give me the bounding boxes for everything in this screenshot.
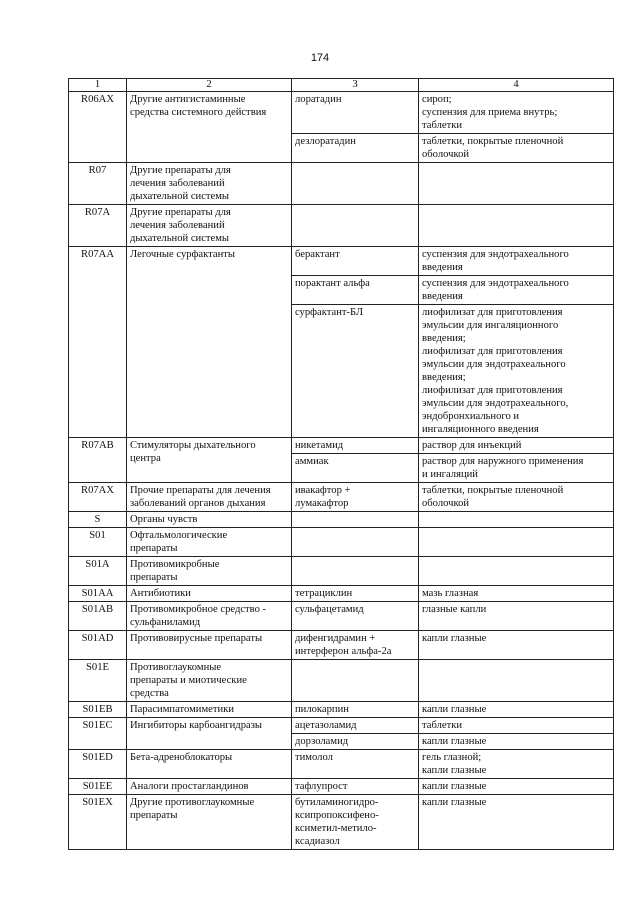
dosage-form-line: эмульсии для эндотрахеального [422,359,566,370]
group-name-cell [127,718,292,750]
drug-name-line: ксадиазол [295,836,340,847]
drug-name-cell [292,205,419,247]
dosage-form-cell [419,134,614,163]
drug-name-line: тетрациклин [295,588,353,599]
drug-name-cell [292,718,419,734]
column-header: 2 [127,79,292,92]
group-name-line: Антибиотики [130,588,191,599]
group-name-cell [127,205,292,247]
table-row [69,795,614,850]
atc-code-cell: S01AA [69,586,127,602]
dosage-form-line: и ингаляций [422,469,478,480]
drug-name-cell [292,779,419,795]
dosage-form-line: ингаляционного введения [422,424,539,435]
atc-code-cell: S01ED [69,750,127,779]
dosage-form-line: сироп; [422,94,452,105]
dosage-form-line: суспензия для эндотрахеального [422,249,569,260]
dosage-form-cell [419,602,614,631]
atc-code-cell: R07A [69,205,127,247]
drug-name-cell [292,276,419,305]
dosage-form-cell [419,557,614,586]
dosage-form-line: глазные капли [422,604,487,615]
drug-name-cell [292,586,419,602]
group-name-line: Другие противоглаукомные [130,797,255,808]
table-row [69,586,614,602]
group-name-line: Противоглаукомные [130,662,222,673]
drug-name-line: лумакафтор [295,498,349,509]
table-row [69,528,614,557]
atc-code-cell: S01EC [69,718,127,750]
dosage-form-line: введения; [422,333,466,344]
dosage-form-line: эмульсии для эндотрахеального, [422,398,569,409]
atc-code-cell: S01AD [69,631,127,660]
group-name-cell [127,512,292,528]
table-row [69,247,614,276]
drug-name-line: никетамид [295,440,344,451]
group-name-line: Другие антигистаминные [130,94,246,105]
dosage-form-cell [419,438,614,454]
dosage-form-line: эндобронхиального и [422,411,520,422]
group-name-line: препараты и миотические [130,675,247,686]
drug-name-line: тимолол [295,752,333,763]
dosage-form-cell [419,750,614,779]
dosage-form-line: суспензия для эндотрахеального [422,278,569,289]
table-row [69,702,614,718]
dosage-form-line: капли глазные [422,781,487,792]
table-row [69,92,614,134]
table-row [69,660,614,702]
drug-name-cell [292,92,419,134]
table-body [69,92,614,850]
group-name-line: Противомикробное средство - [130,604,267,615]
atc-code-cell: S01EB [69,702,127,718]
group-name-line: Легочные сурфактанты [130,249,235,260]
dosage-form-cell [419,779,614,795]
drug-name-cell [292,483,419,512]
drug-name-cell [292,134,419,163]
group-name-line: Прочие препараты для лечения [130,485,271,496]
dosage-form-line: суспензия для приема внутрь; [422,107,558,118]
dosage-form-line: таблетки [422,720,463,731]
table-row [69,483,614,512]
dosage-form-cell [419,163,614,205]
group-name-cell [127,631,292,660]
drug-name-line: аммиак [295,456,329,467]
dosage-form-line: введения [422,262,463,273]
column-header: 3 [292,79,419,92]
drug-name-line: ксиметил-метило- [295,823,377,834]
group-name-cell [127,247,292,438]
group-name-cell [127,528,292,557]
group-name-line: Противовирусные препараты [130,633,263,644]
drug-name-cell [292,795,419,850]
drug-name-cell [292,438,419,454]
group-name-line: центра [130,453,161,464]
table-row [69,512,614,528]
page-number: 174 [310,52,330,64]
column-header: 4 [419,79,614,92]
dosage-form-cell [419,702,614,718]
atc-code-cell: S01EX [69,795,127,850]
atc-code-cell: S01EE [69,779,127,795]
drug-name-line: дифенгидрамин + [295,633,376,644]
dosage-form-cell [419,483,614,512]
group-name-line: Органы чувств [130,514,198,525]
drug-name-line: порактант альфа [295,278,370,289]
drug-name-line: бутиламиногидро- [295,797,379,808]
group-name-cell [127,750,292,779]
dosage-form-cell [419,734,614,750]
dosage-form-cell [419,718,614,734]
dosage-form-line: капли глазные [422,704,487,715]
group-name-line: Парасимпатомиметики [130,704,235,715]
dosage-form-line: введения; [422,372,466,383]
table-row [69,718,614,734]
drug-name-line: ксипропоксифено- [295,810,379,821]
atc-code-cell: R06AX [69,92,127,163]
dosage-form-cell [419,660,614,702]
group-name-line: дыхательной системы [130,233,230,244]
drug-name-cell [292,734,419,750]
dosage-form-line: раствор для инъекций [422,440,522,451]
dosage-form-line: лиофилизат для приготовления [422,385,563,396]
group-name-cell [127,586,292,602]
dosage-form-line: капли глазные [422,797,487,808]
drug-name-cell [292,163,419,205]
dosage-form-cell [419,631,614,660]
group-name-line: Бета-адреноблокаторы [130,752,233,763]
dosage-form-cell [419,454,614,483]
dosage-form-line: введения [422,291,463,302]
drug-name-line: лоратадин [295,94,342,105]
group-name-line: препараты [130,810,178,821]
table-header-row [69,79,614,92]
dosage-form-line: таблетки, покрытые пленочной [422,136,564,147]
atc-code-cell: S01AB [69,602,127,631]
dosage-form-line: таблетки, покрытые пленочной [422,485,564,496]
dosage-form-line: лиофилизат для приготовления [422,307,563,318]
table-row [69,602,614,631]
table-row [69,779,614,795]
group-name-cell [127,557,292,586]
group-name-line: средства системного действия [130,107,267,118]
dosage-form-line: таблетки [422,120,463,131]
drug-name-cell [292,557,419,586]
drug-name-line: сульфацетамид [295,604,364,615]
atc-code-cell: S [69,512,127,528]
dosage-form-cell [419,305,614,438]
drug-name-cell [292,631,419,660]
dosage-form-cell [419,586,614,602]
table-row [69,750,614,779]
dosage-form-cell [419,276,614,305]
drug-name-line: дезлоратадин [295,136,356,147]
atc-code-cell: R07 [69,163,127,205]
drug-name-line: тафлупрост [295,781,348,792]
dosage-form-cell [419,247,614,276]
group-name-line: лечения заболеваний [130,178,225,189]
table-row [69,557,614,586]
dosage-form-line: капли глазные [422,633,487,644]
dosage-form-cell [419,795,614,850]
group-name-line: Другие препараты для [130,165,231,176]
drug-name-cell [292,750,419,779]
group-name-line: лечения заболеваний [130,220,225,231]
dosage-form-line: гель глазной; [422,752,482,763]
atc-code-cell: S01E [69,660,127,702]
dosage-form-line: оболочкой [422,149,470,160]
dosage-form-cell [419,512,614,528]
group-name-line: сульфаниламид [130,617,201,628]
drug-name-cell [292,247,419,276]
drug-table [68,78,614,850]
drug-name-cell [292,305,419,438]
group-name-cell [127,795,292,850]
drug-name-line: интерферон альфа-2а [295,646,392,657]
group-name-line: Противомикробные [130,559,220,570]
group-name-cell [127,602,292,631]
dosage-form-line: оболочкой [422,498,470,509]
group-name-cell [127,702,292,718]
group-name-line: Стимуляторы дыхательного [130,440,256,451]
atc-code-cell: R07AA [69,247,127,438]
table-row [69,163,614,205]
group-name-line: препараты [130,543,178,554]
drug-name-cell [292,602,419,631]
drug-name-line: дорзоламид [295,736,349,747]
atc-code-cell: R07AB [69,438,127,483]
drug-name-cell [292,512,419,528]
drug-name-cell [292,528,419,557]
atc-code-cell: S01 [69,528,127,557]
group-name-line: Офтальмологические [130,530,228,541]
drug-name-cell [292,660,419,702]
group-name-line: Аналоги простагландинов [130,781,249,792]
table-row [69,205,614,247]
dosage-form-line: мазь глазная [422,588,479,599]
dosage-form-line: капли глазные [422,765,487,776]
group-name-line: заболеваний органов дыхания [130,498,266,509]
drug-name-line: сурфактант-БЛ [295,307,364,318]
group-name-cell [127,660,292,702]
drug-name-cell [292,702,419,718]
group-name-cell [127,163,292,205]
column-header: 1 [69,79,127,92]
drug-name-line: ивакафтор + [295,485,351,496]
dosage-form-cell [419,92,614,134]
drug-name-line: пилокарпин [295,704,349,715]
dosage-form-cell [419,205,614,247]
drug-name-cell [292,454,419,483]
group-name-cell [127,779,292,795]
atc-code-cell: S01A [69,557,127,586]
dosage-form-line: эмульсии для ингаляционного [422,320,559,331]
dosage-form-cell [419,528,614,557]
group-name-line: дыхательной системы [130,191,230,202]
dosage-form-line: капли глазные [422,736,487,747]
table-row [69,438,614,454]
group-name-cell [127,438,292,483]
group-name-line: средства [130,688,169,699]
group-name-line: препараты [130,572,178,583]
table-row [69,631,614,660]
dosage-form-line: раствор для наружного применения [422,456,584,467]
group-name-cell [127,483,292,512]
drug-name-line: ацетазоламид [295,720,357,731]
group-name-line: Ингибиторы карбоангидразы [130,720,262,731]
group-name-line: Другие препараты для [130,207,231,218]
dosage-form-line: лиофилизат для приготовления [422,346,563,357]
group-name-cell [127,92,292,163]
drug-name-line: берактант [295,249,340,260]
atc-code-cell: R07AX [69,483,127,512]
